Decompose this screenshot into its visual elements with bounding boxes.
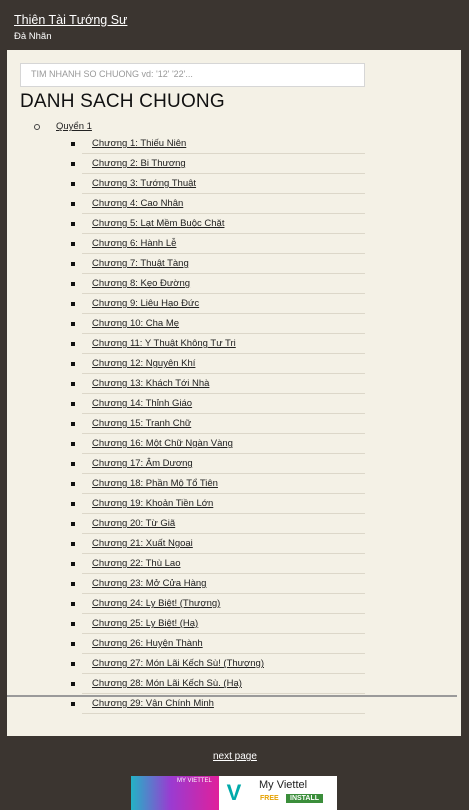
chapter-link[interactable]: Chương 17: Âm Dương (92, 458, 193, 469)
list-bullet (71, 362, 75, 366)
chapter-item (82, 134, 365, 154)
list-bullet (71, 262, 75, 266)
chapter-item (82, 614, 365, 634)
chapter-link[interactable]: Chương 27: Món Lãi Kếch Sù! (Thượng) (92, 658, 264, 669)
chapter-list-panel (7, 50, 461, 736)
chapter-item (82, 554, 365, 574)
chapter-link[interactable]: Chương 1: Thiếu Niên (92, 138, 187, 149)
ad-brand-tag: MY VIETTEL (177, 778, 212, 784)
chapter-link[interactable]: Chương 28: Món Lãi Kếch Sù. (Hạ) (92, 678, 242, 689)
chapter-item (82, 634, 365, 654)
chapter-item (82, 274, 365, 294)
viettel-logo-icon: V (226, 780, 242, 805)
chapter-link[interactable]: Chương 9: Liêu Hạo Đức (92, 298, 200, 309)
chapter-link[interactable]: Chương 29: Vận Chính Minh (92, 698, 214, 709)
chapter-item (82, 354, 365, 374)
list-bullet (71, 422, 75, 426)
chapter-link[interactable]: Chương 26: Huyện Thành (92, 638, 203, 649)
list-bullet (71, 682, 75, 686)
list-bullet (71, 382, 75, 386)
ad-bar (0, 776, 469, 810)
list-bullet (71, 642, 75, 646)
chapter-link[interactable]: Chương 12: Nguyên Khí (92, 358, 196, 369)
chapter-link[interactable]: Chương 24: Ly Biệt! (Thượng) (92, 598, 221, 609)
chapter-item (82, 194, 365, 214)
chapter-item (82, 694, 365, 714)
chapter-link[interactable]: Chương 20: Từ Giã (92, 518, 176, 529)
ad-install-button[interactable]: INSTALL (286, 794, 323, 803)
list-bullet (71, 342, 75, 346)
chapter-item (82, 674, 365, 694)
list-bullet (71, 482, 75, 486)
list-bullet (71, 322, 75, 326)
footer-bar (7, 736, 461, 776)
chapter-item (82, 434, 365, 454)
chapter-link[interactable]: Chương 15: Tranh Chữ (92, 418, 192, 429)
next-page-link[interactable]: next page (213, 751, 257, 762)
ad-free-label: FREE (260, 795, 279, 802)
chapter-link[interactable]: Chương 16: Một Chữ Ngàn Vàng (92, 438, 233, 449)
chapter-link[interactable]: Chương 18: Phần Mộ Tổ Tiên (92, 478, 218, 489)
list-bullet (71, 562, 75, 566)
volume-bullet (34, 124, 40, 130)
list-bullet (71, 502, 75, 506)
list-bullet (71, 522, 75, 526)
ad-app-name: My Viettel (259, 779, 308, 791)
list-bullet (71, 142, 75, 146)
author-name: Đả Nhãn (14, 31, 52, 42)
ad-artwork (131, 776, 219, 810)
page-frame (0, 0, 7, 810)
chapter-search-input[interactable]: TIM NHANH SO CHUONG vd: '12' '22'... (20, 63, 365, 87)
list-bullet (71, 162, 75, 166)
chapter-item (82, 254, 365, 274)
chapter-item (82, 414, 365, 434)
chapter-item (82, 334, 365, 354)
chapter-link[interactable]: Chương 4: Cao Nhân (92, 198, 184, 209)
chapter-link[interactable]: Chương 7: Thuật Tàng (92, 258, 189, 269)
chapter-item (82, 374, 365, 394)
list-bullet (71, 402, 75, 406)
ad-banner[interactable] (131, 776, 337, 810)
chapter-link[interactable]: Chương 5: Lạt Mềm Buộc Chặt (92, 218, 225, 229)
chapter-link[interactable]: Chương 22: Thù Lao (92, 558, 181, 569)
story-title-link[interactable]: Thiên Tài Tướng Sư (14, 13, 128, 27)
page-title: DANH SACH CHUONG (20, 91, 225, 112)
story-header (7, 6, 461, 49)
chapter-link[interactable]: Chương 3: Tướng Thuật (92, 178, 197, 189)
chapter-item (82, 234, 365, 254)
list-bullet (71, 662, 75, 666)
chapter-item (82, 574, 365, 594)
chapter-link[interactable]: Chương 13: Khách Tới Nhà (92, 378, 210, 389)
chapter-item (82, 454, 365, 474)
list-bullet (71, 622, 75, 626)
list-bullet (71, 442, 75, 446)
chapter-item (82, 514, 365, 534)
chapter-item (82, 174, 365, 194)
chapter-link[interactable]: Chương 21: Xuất Ngoại (92, 538, 193, 549)
chapter-link[interactable]: Chương 6: Hành Lễ (92, 238, 177, 249)
list-bullet (71, 282, 75, 286)
chapter-item (82, 494, 365, 514)
list-bullet (71, 202, 75, 206)
chapter-link[interactable]: Chương 11: Y Thuật Không Tư Tri (92, 338, 236, 349)
list-bullet (71, 582, 75, 586)
chapter-link[interactable]: Chương 14: Thỉnh Giáo (92, 398, 193, 409)
chapter-item (82, 314, 365, 334)
list-bullet (71, 182, 75, 186)
chapter-link[interactable]: Chương 8: Kẹo Đường (92, 278, 191, 289)
chapter-item (82, 154, 365, 174)
chapter-link[interactable]: Chương 2: Bi Thương (92, 158, 186, 169)
chapter-link[interactable]: Chương 23: Mở Cửa Hàng (92, 578, 207, 589)
list-bullet (71, 242, 75, 246)
list-bullet (71, 462, 75, 466)
chapter-item (82, 534, 365, 554)
list-bullet (71, 302, 75, 306)
chapter-item (82, 214, 365, 234)
list-bullet (71, 222, 75, 226)
chapter-item (82, 394, 365, 414)
chapter-item (82, 594, 365, 614)
chapter-item (82, 474, 365, 494)
list-bullet (71, 602, 75, 606)
list-bullet (71, 542, 75, 546)
list-bullet (71, 702, 75, 706)
chapter-link[interactable]: Chương 10: Cha Mẹ (92, 318, 180, 329)
chapter-item (82, 654, 365, 674)
chapter-link[interactable]: Chương 25: Ly Biệt! (Hạ) (92, 618, 199, 629)
volume-link[interactable]: Quyển 1 (56, 121, 92, 132)
chapter-item (82, 294, 365, 314)
chapter-link[interactable]: Chương 19: Khoản Tiền Lớn (92, 498, 214, 509)
divider (7, 695, 457, 697)
